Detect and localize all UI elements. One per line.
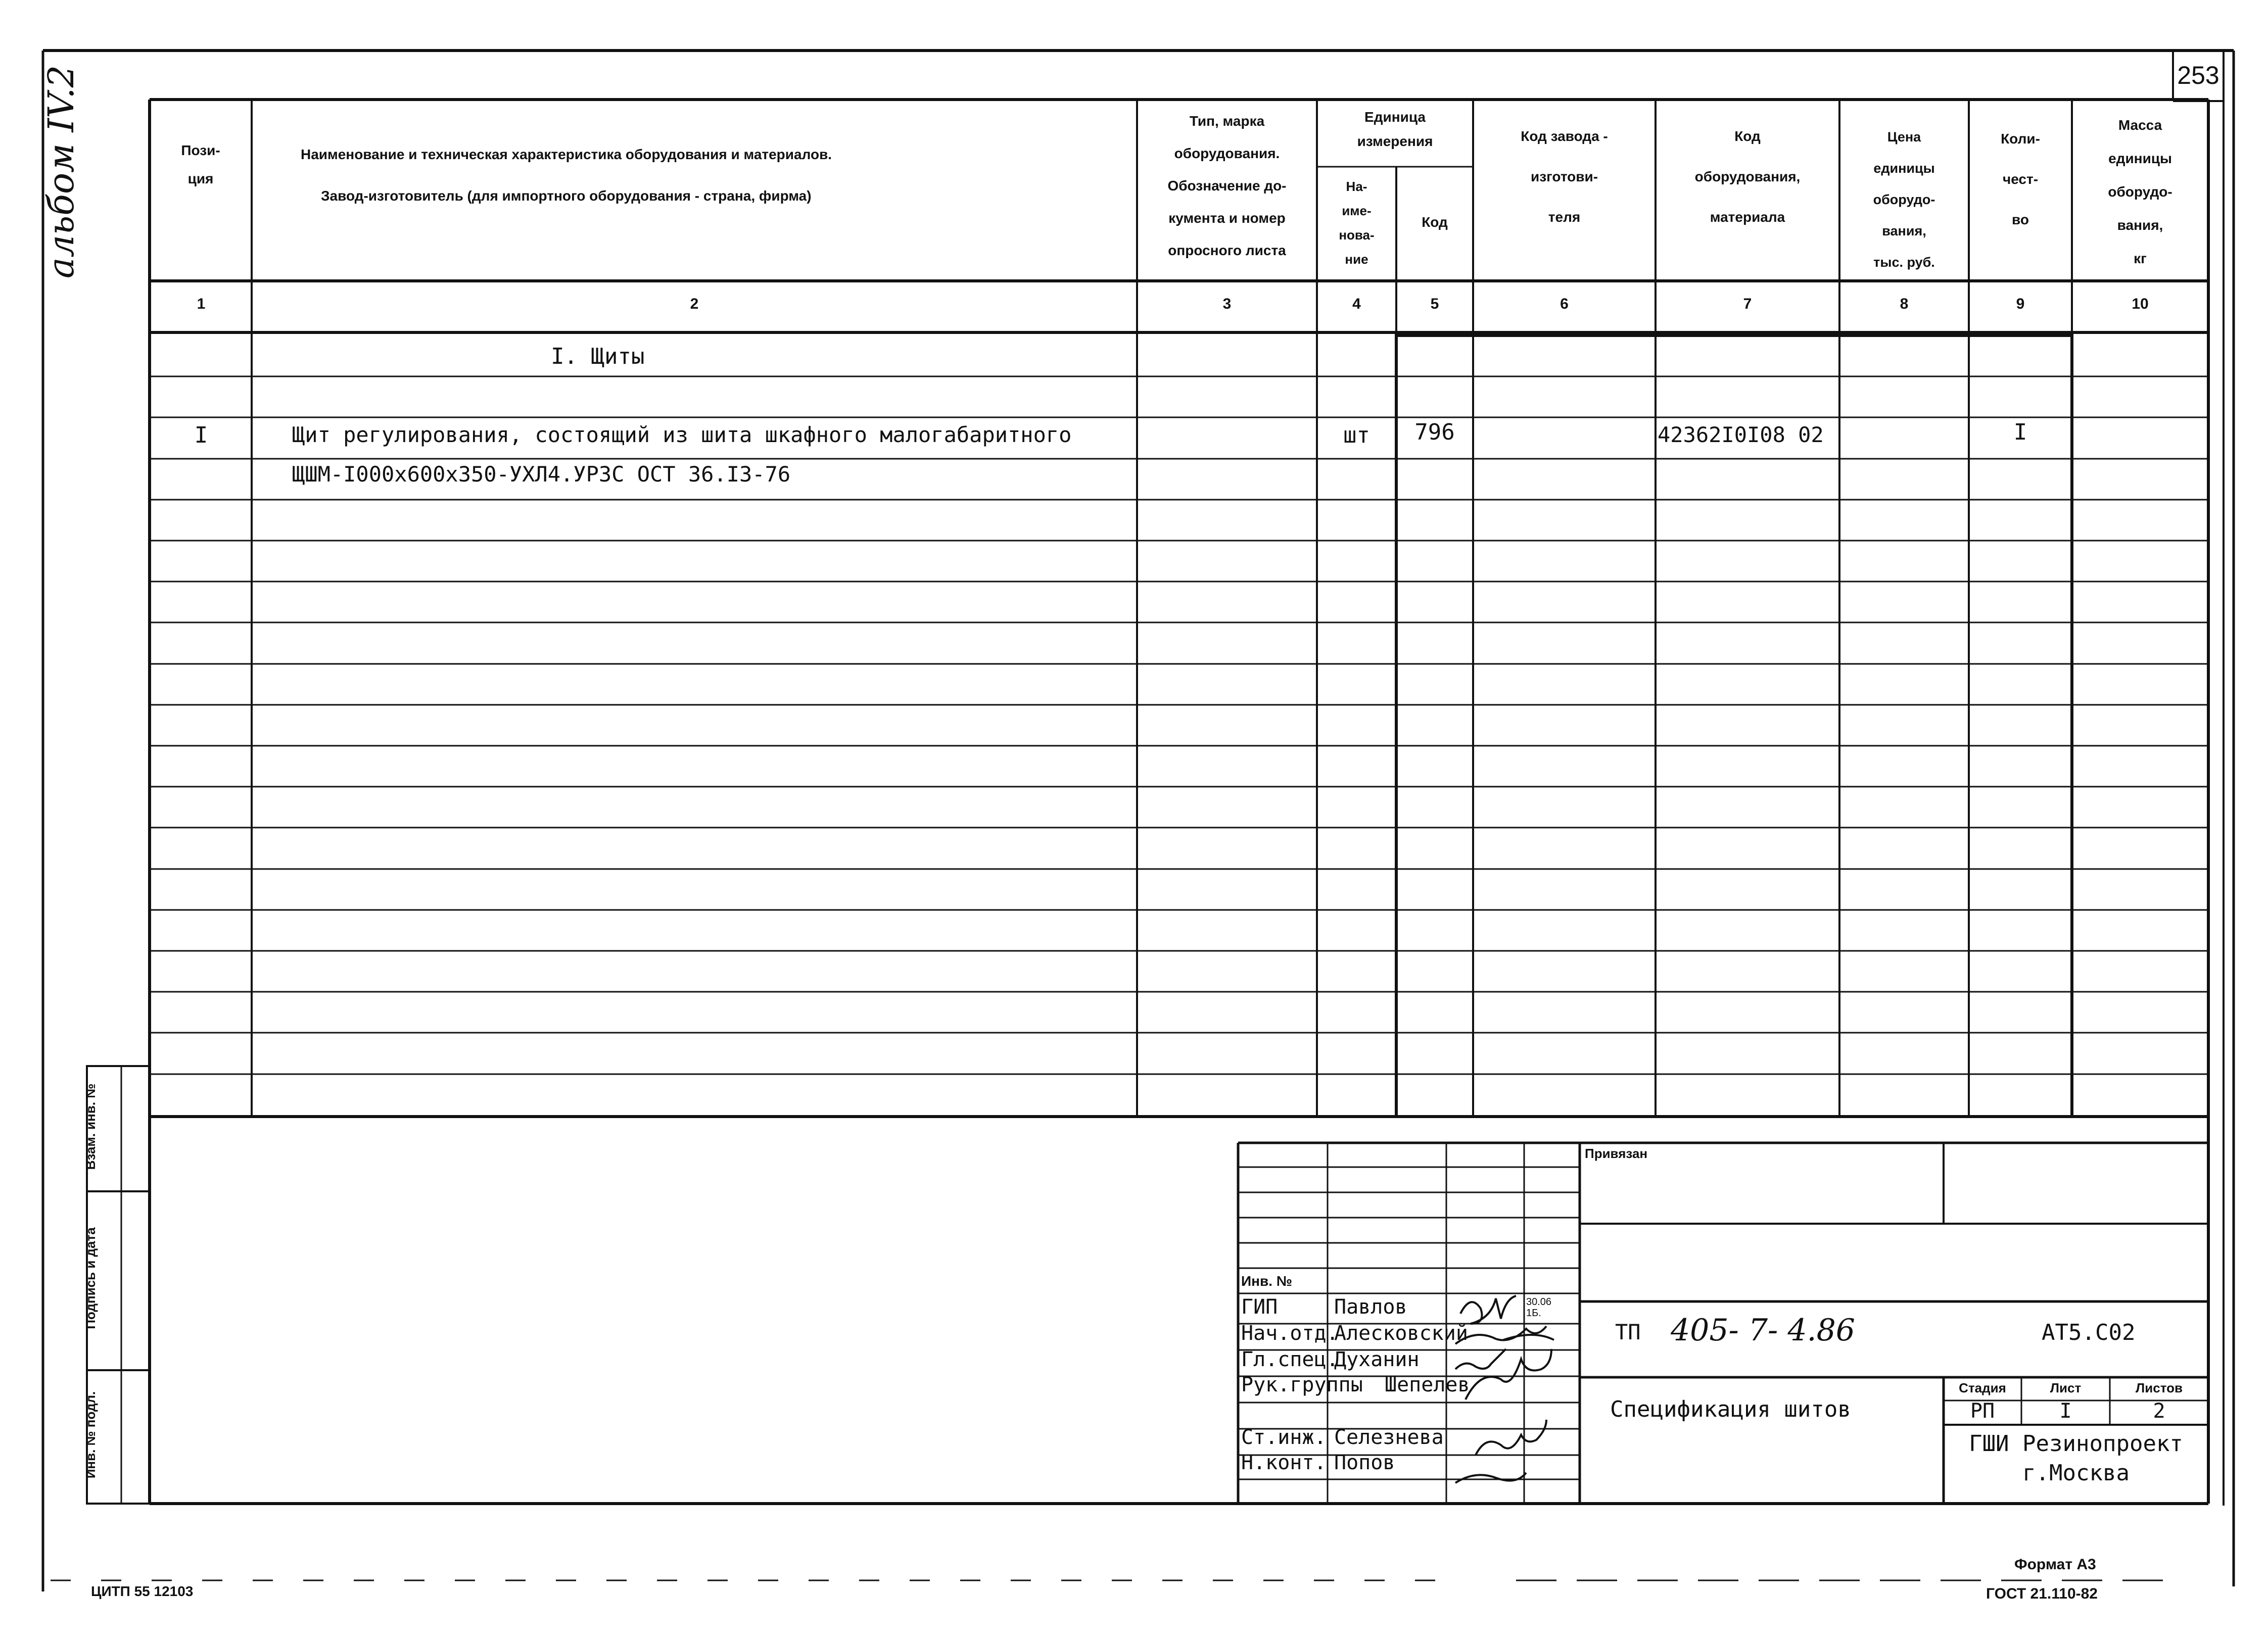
column-number-4: 4 bbox=[1352, 296, 1361, 312]
header-unit-code: Код bbox=[1422, 214, 1448, 230]
row1-name-line1: Щит регулирования, состоящий из шита шкафного малогабаритного bbox=[292, 422, 1072, 447]
name-gip: Павлов bbox=[1334, 1295, 1407, 1319]
role-head-dept: Нач.отд. bbox=[1241, 1322, 1339, 1345]
role-gip: ГИП bbox=[1241, 1295, 1278, 1319]
sheet-value: I bbox=[2059, 1399, 2072, 1423]
row1-unit-code: 796 bbox=[1414, 419, 1455, 445]
name-senior-eng: Селезнева bbox=[1334, 1426, 1444, 1449]
org-name: ГШИ Резинопроект bbox=[1969, 1431, 2183, 1457]
header-name-line1: Наименование и техническая характеристика оборудования и материалов. bbox=[301, 147, 832, 162]
project-code: 405- 7- 4.86 bbox=[1671, 1313, 1855, 1348]
row1-name-line2: ЩШМ-I000х600х350-УХЛ4.УРЗС ОСТ 36.I3-76 bbox=[292, 462, 791, 487]
name-norm-control: Попов bbox=[1334, 1451, 1395, 1474]
margin-signature-date: Подпись и дата bbox=[83, 1227, 98, 1329]
doc-title: Спецификация шитов bbox=[1610, 1396, 1851, 1422]
sheets-value: 2 bbox=[2153, 1399, 2165, 1423]
column-number-9: 9 bbox=[2016, 296, 2025, 312]
sheets-label: Листов bbox=[2136, 1380, 2183, 1395]
header-quantity: Коли- чест- во bbox=[2001, 131, 2040, 227]
header-type: Тип, марка оборудования. Обозначение до- кумента и номер опросного листа bbox=[1167, 113, 1287, 258]
stage-value: РП bbox=[1970, 1399, 1995, 1423]
column-number-8: 8 bbox=[1900, 296, 1909, 312]
sheet-number: 253 bbox=[2177, 61, 2219, 89]
header-position: Пози- ция bbox=[181, 142, 220, 186]
stage-label: Стадия bbox=[1959, 1380, 2006, 1395]
header-price: Цена единицы оборудо- вания, тыс. руб. bbox=[1873, 129, 1935, 270]
role-senior-eng: Ст.инж. bbox=[1241, 1426, 1327, 1449]
privyazan-label: Привязан bbox=[1585, 1146, 1648, 1161]
header-name bbox=[253, 147, 1136, 204]
name-head-dept: Алесковский bbox=[1334, 1322, 1468, 1345]
header-name-line2: Завод-изготовитель (для импортного оборудования - страна, фирма) bbox=[321, 188, 812, 204]
role-chief-spec: Гл.спец. bbox=[1241, 1348, 1339, 1371]
sig-date: 30.06 1Б. bbox=[1526, 1296, 1552, 1319]
inv-no-label: Инв. № bbox=[1241, 1273, 1293, 1289]
row1-quantity: I bbox=[2013, 419, 2027, 445]
column-number-7: 7 bbox=[1743, 296, 1752, 312]
header-unit-name: На- име- нова- ние bbox=[1339, 179, 1375, 267]
header-mass: Масса единицы оборудо- вания, кг bbox=[2108, 117, 2172, 266]
sheet-label: Лист bbox=[2050, 1380, 2082, 1395]
role-group-lead: Рук.группы bbox=[1241, 1373, 1363, 1396]
column-number-5: 5 bbox=[1430, 296, 1439, 312]
name-group-lead: Шепелев bbox=[1385, 1373, 1470, 1396]
header-unit-group: Единица измерения bbox=[1357, 109, 1433, 149]
column-number-2: 2 bbox=[690, 296, 699, 312]
header-maker-code: Код завода - изготови- теля bbox=[1521, 128, 1608, 225]
row1-position: I bbox=[194, 422, 208, 448]
project-code-prefix: ТП bbox=[1615, 1320, 1641, 1344]
name-chief-spec: Духанин bbox=[1334, 1348, 1420, 1371]
printer-label: ЦИТП 55 12103 bbox=[91, 1583, 194, 1599]
margin-replace-inv: Взам. инв. № bbox=[83, 1083, 98, 1170]
row1-unit: шт bbox=[1343, 422, 1370, 448]
row1-equipment-code: 42362I0I08 02 bbox=[1658, 422, 1824, 447]
margin-original-inv: Инв. № подл. bbox=[83, 1391, 98, 1479]
doc-code: АТ5.С02 bbox=[2042, 1320, 2136, 1345]
column-number-6: 6 bbox=[1560, 296, 1569, 312]
section-title: I. Щиты bbox=[551, 344, 645, 369]
role-norm-control: Н.конт. bbox=[1241, 1451, 1327, 1474]
album-note: альбом IV.2 bbox=[40, 65, 82, 279]
header-equipment-code: Код оборудования, материала bbox=[1694, 128, 1801, 225]
column-number-10: 10 bbox=[2132, 296, 2149, 312]
gost-label: ГОСТ 21.110-82 bbox=[1986, 1585, 2098, 1602]
format-label: Формат А3 bbox=[2014, 1556, 2096, 1573]
column-number-1: 1 bbox=[197, 296, 206, 312]
org-city: г.Москва bbox=[2022, 1460, 2130, 1486]
column-number-3: 3 bbox=[1222, 296, 1232, 312]
